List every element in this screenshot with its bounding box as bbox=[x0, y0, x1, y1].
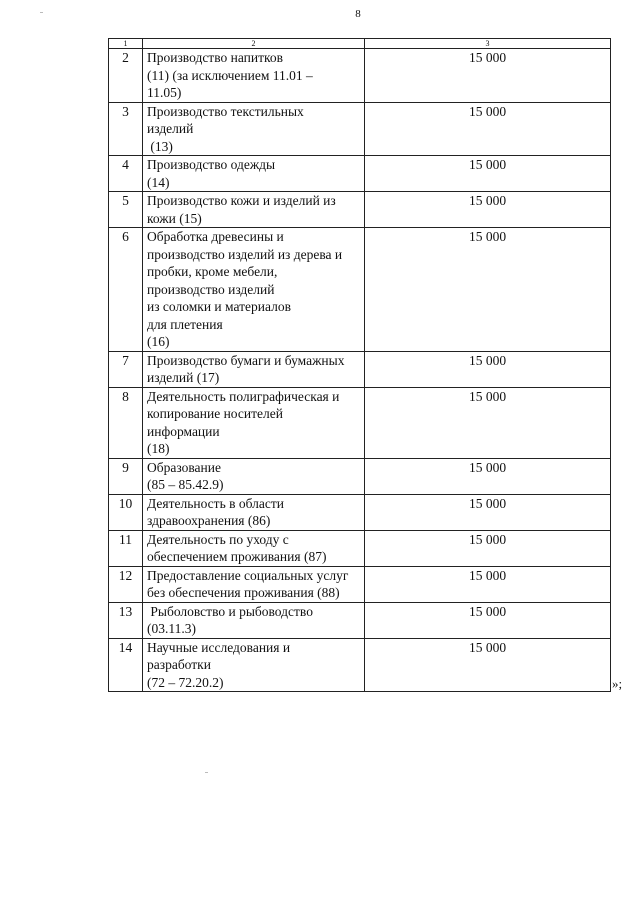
activity-name bbox=[143, 49, 365, 103]
activity-name-line: (11) (за исключением 11.01 – bbox=[147, 67, 313, 83]
table-row bbox=[109, 602, 611, 638]
activity-name-line: (13) bbox=[147, 138, 173, 154]
activity-name bbox=[143, 566, 365, 602]
table-row bbox=[109, 494, 611, 530]
activity-name-line: изделий bbox=[147, 121, 194, 136]
amount-value: 15 000 bbox=[365, 228, 611, 352]
activity-name bbox=[143, 228, 365, 352]
activity-name-line: производство изделий из дерева и bbox=[147, 246, 343, 262]
table-row bbox=[109, 49, 611, 103]
scan-speck bbox=[205, 772, 208, 773]
table-row bbox=[109, 530, 611, 566]
column-header: 1 bbox=[109, 39, 143, 49]
table-row bbox=[109, 387, 611, 458]
activity-name bbox=[143, 530, 365, 566]
table-row bbox=[109, 228, 611, 352]
table-row bbox=[109, 638, 611, 692]
page-number: 8 bbox=[355, 8, 361, 20]
activity-name-line: Обработка древесины и bbox=[147, 229, 284, 244]
row-number: 4 bbox=[109, 156, 143, 192]
table-row bbox=[109, 156, 611, 192]
activity-name-line: изделий (17) bbox=[147, 370, 220, 385]
activity-name-line: (16) bbox=[147, 334, 170, 349]
activity-name-line: обеспечением проживания (87) bbox=[147, 549, 327, 564]
activity-name-line: (72 – 72.20.2) bbox=[147, 674, 224, 690]
table-row bbox=[109, 458, 611, 494]
activity-name-line: Производство одежды bbox=[147, 157, 276, 172]
amount-value: 15 000 bbox=[365, 530, 611, 566]
activity-name bbox=[143, 102, 365, 156]
activity-name-line: копирование носителей bbox=[147, 406, 283, 421]
activity-name-line: (14) bbox=[147, 174, 170, 190]
amount-value: 15 000 bbox=[365, 102, 611, 156]
activity-name-line: для плетения bbox=[147, 316, 223, 332]
activity-name-line: информации bbox=[147, 423, 220, 439]
activity-name-line: 11.05) bbox=[147, 85, 182, 100]
amount-value: 15 000 bbox=[365, 156, 611, 192]
activity-name-line: Производство кожи и изделий из bbox=[147, 193, 336, 208]
activity-name bbox=[143, 156, 365, 192]
column-header: 2 bbox=[143, 39, 365, 49]
row-number: 9 bbox=[109, 458, 143, 494]
activity-name-line: (03.11.3) bbox=[147, 621, 196, 636]
activity-name bbox=[143, 387, 365, 458]
activity-name-line: Рыболовство и рыбоводство bbox=[147, 603, 313, 619]
amount-value: 15 000 bbox=[365, 494, 611, 530]
row-number: 10 bbox=[109, 494, 143, 530]
activity-table bbox=[108, 38, 611, 692]
activity-name-line: Предоставление социальных услуг bbox=[147, 567, 349, 583]
activity-name-line: здравоохранения (86) bbox=[147, 513, 271, 528]
closing-quote-mark: »; bbox=[612, 676, 623, 691]
scan-speck bbox=[40, 12, 43, 13]
amount-value: 15 000 bbox=[365, 387, 611, 458]
table-row bbox=[109, 192, 611, 228]
amount-value: 15 000 bbox=[365, 49, 611, 103]
row-number: 6 bbox=[109, 228, 143, 352]
activity-name-line: пробки, кроме мебели, bbox=[147, 264, 278, 279]
activity-name bbox=[143, 192, 365, 228]
row-number: 8 bbox=[109, 387, 143, 458]
activity-name bbox=[143, 602, 365, 638]
table-header-row bbox=[109, 39, 611, 49]
row-number: 7 bbox=[109, 351, 143, 387]
amount-value: 15 000 bbox=[365, 351, 611, 387]
row-number: 14 bbox=[109, 638, 143, 692]
activity-name-line: Образование bbox=[147, 459, 221, 475]
table-row bbox=[109, 102, 611, 156]
activity-name-line: кожи (15) bbox=[147, 210, 202, 226]
activity-name-line: Производство бумаги и бумажных bbox=[147, 352, 345, 368]
activity-name-line: Деятельность в области bbox=[147, 495, 284, 511]
row-number: 2 bbox=[109, 49, 143, 103]
activity-name-line: (85 – 85.42.9) bbox=[147, 477, 224, 492]
amount-value: 15 000 bbox=[365, 458, 611, 494]
amount-value: 15 000 bbox=[365, 566, 611, 602]
activity-name bbox=[143, 458, 365, 494]
amount-value: 15 000 bbox=[365, 602, 611, 638]
amount-value: 15 000 bbox=[365, 192, 611, 228]
activity-name bbox=[143, 494, 365, 530]
table-row bbox=[109, 351, 611, 387]
row-number: 12 bbox=[109, 566, 143, 602]
activity-name bbox=[143, 351, 365, 387]
activity-name-line: Деятельность полиграфическая и bbox=[147, 388, 340, 404]
activity-name-line: из соломки и материалов bbox=[147, 299, 291, 314]
activity-name-line: Производство текстильных bbox=[147, 103, 304, 119]
row-number: 5 bbox=[109, 192, 143, 228]
activity-name-line: (18) bbox=[147, 441, 170, 456]
column-header: 3 bbox=[365, 39, 611, 49]
activity-name-line: без обеспечения проживания (88) bbox=[147, 585, 340, 600]
row-number: 3 bbox=[109, 102, 143, 156]
activity-name-line: разработки bbox=[147, 657, 211, 672]
row-number: 13 bbox=[109, 602, 143, 638]
table-row bbox=[109, 566, 611, 602]
activity-name bbox=[143, 638, 365, 692]
activity-name-line: Научные исследования и bbox=[147, 639, 291, 655]
activity-name-line: Деятельность по уходу с bbox=[147, 531, 289, 547]
amount-value: 15 000 bbox=[365, 638, 611, 692]
activity-name-line: производство изделий bbox=[147, 281, 275, 297]
row-number: 11 bbox=[109, 530, 143, 566]
activity-name-line: Производство напитков bbox=[147, 50, 284, 65]
